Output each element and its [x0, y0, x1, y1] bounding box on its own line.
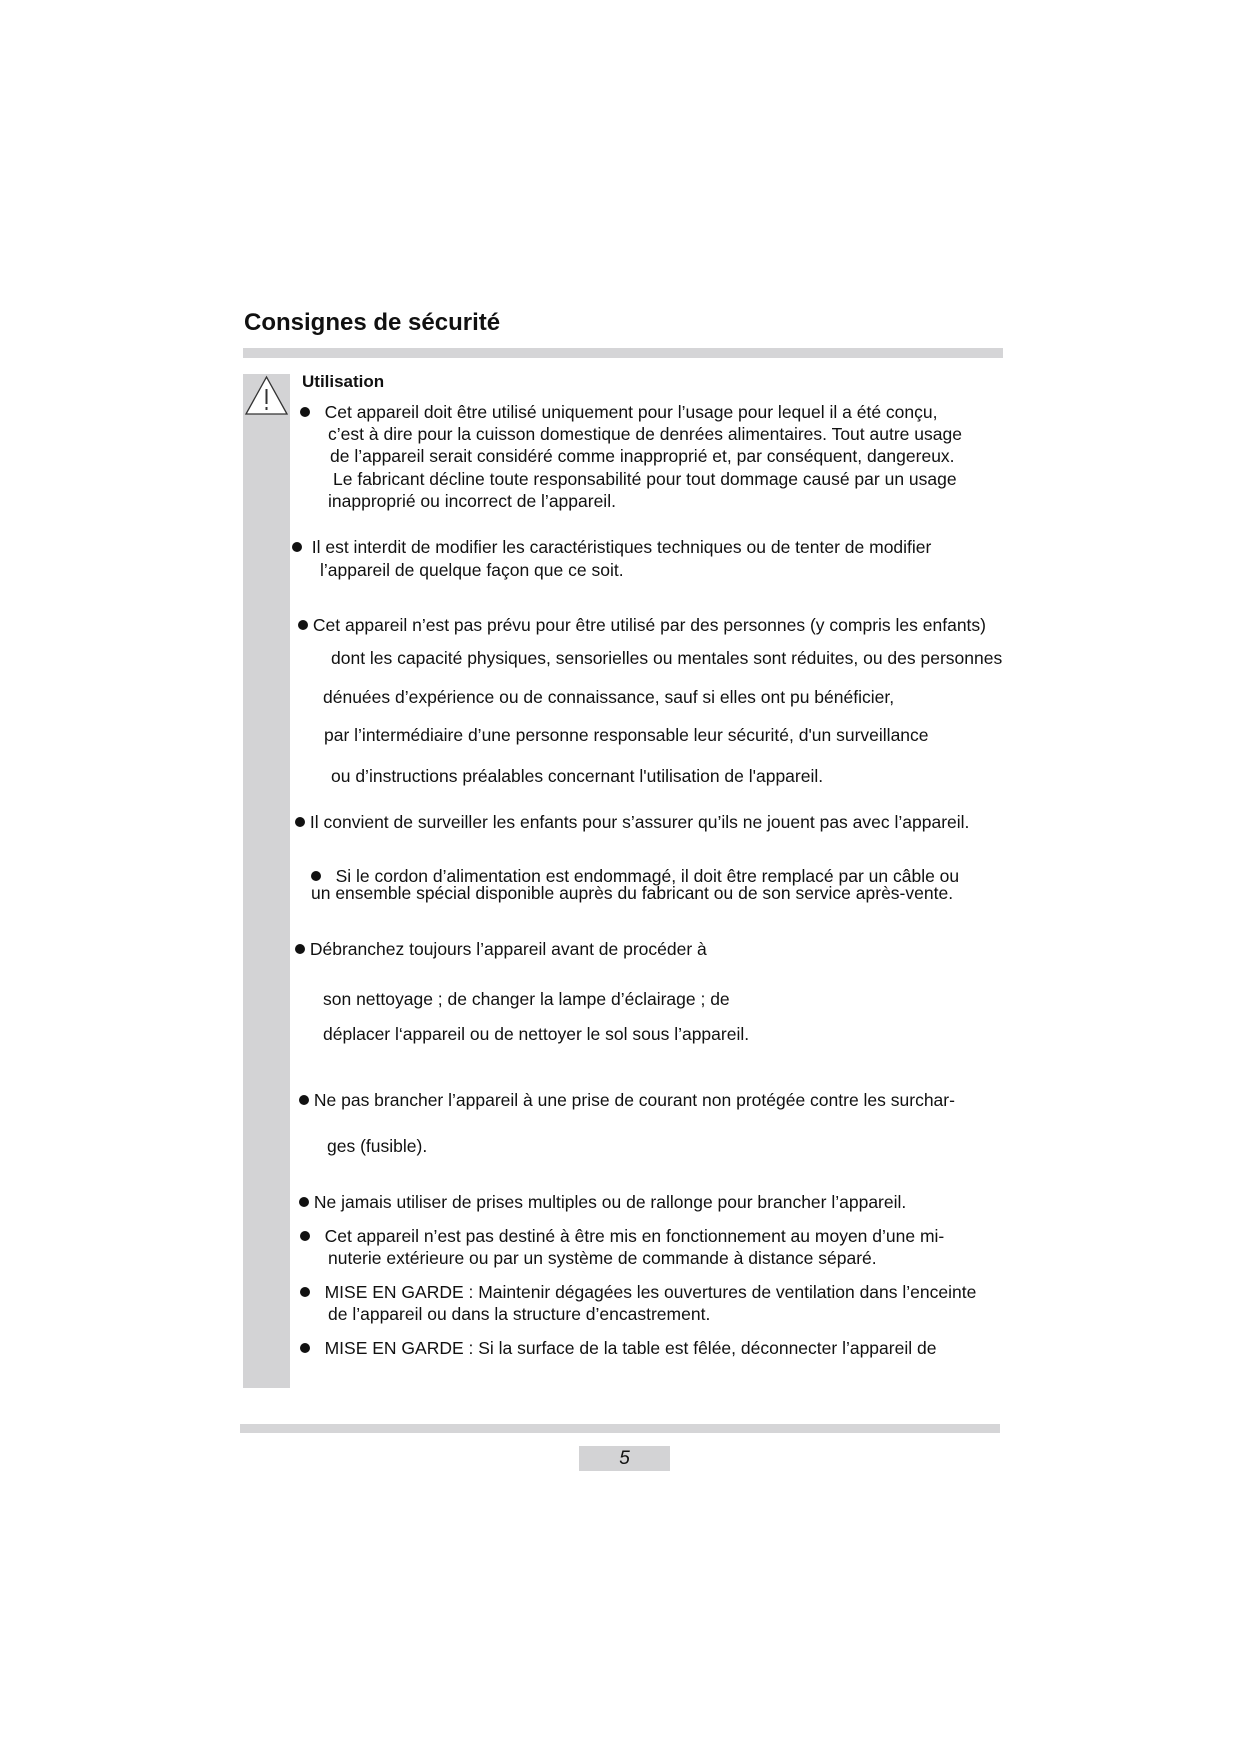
bullet-1-line-5: inapproprié ou incorrect de l’appareil.: [328, 491, 616, 511]
section-title: Utilisation: [302, 372, 385, 391]
bullet-text: Ne jamais utiliser de prises multiples ou de rallonge pour brancher l’appareil.: [313, 1192, 907, 1212]
side-bar: [243, 374, 290, 1388]
safety-bullet-3: [298, 614, 986, 636]
safety-bullet-11: [300, 1337, 936, 1359]
bottom-divider: [240, 1424, 1000, 1433]
bullet-2-line-2: l’appareil de quelque façon que ce soit.: [320, 560, 624, 580]
bullet-10-line-2: de l’appareil ou dans la structure d’encastrement.: [328, 1304, 711, 1324]
safety-bullet-10: [300, 1281, 976, 1303]
bullet-1-line-4: Le fabricant décline toute responsabilité pour tout dommage causé par un usage: [333, 469, 957, 489]
bullet-dot-icon: [299, 1197, 309, 1207]
bullet-dot-icon: [295, 944, 305, 954]
bullet-dot-icon: [298, 620, 308, 630]
bullet-dot-icon: [292, 542, 302, 552]
bullet-text: Cet appareil n’est pas destiné à être mis en fonctionnement au moyen d’une mi-: [324, 1226, 945, 1246]
bullet-7-line-2: ges (fusible).: [327, 1136, 428, 1156]
bullet-3-line-4: par l’intermédiaire d’une personne responsable leur sécurité, d'un surveillance: [324, 725, 929, 745]
page-title: Consignes de sécurité: [244, 309, 501, 336]
bullet-dot-icon: [300, 407, 310, 417]
bullet-dot-icon: [300, 1231, 310, 1241]
bullet-text: Débranchez toujours l’appareil avant de procéder à: [309, 939, 707, 959]
bullet-text: Il convient de surveiller les enfants pour s’assurer qu’ils ne jouent pas avec l’appareil.: [309, 812, 970, 832]
bullet-1-line-2: c’est à dire pour la cuisson domestique de denrées alimentaires. Tout autre usage: [328, 424, 962, 444]
safety-bullet-7: [299, 1089, 955, 1111]
bullet-text: Si le cordon d’alimentation est endommagé, il doit être remplacé par un câble ou: [335, 866, 960, 886]
warning-triangle-icon: [243, 374, 290, 418]
bullet-3-line-3: dénuées d’expérience ou de connaissance, sauf si elles ont pu bénéficier,: [323, 687, 895, 707]
safety-bullet-6: [295, 938, 707, 960]
bullet-1-line-3: de l’appareil serait considéré comme inapproprié et, par conséquent, dangereux.: [330, 446, 955, 466]
bullet-text: Il est interdit de modifier les caractéristiques techniques ou de tenter de modifier: [311, 537, 932, 557]
bullet-dot-icon: [311, 871, 321, 881]
safety-bullet-9: [300, 1225, 944, 1247]
bullet-text: Ne pas brancher l’appareil à une prise de courant non protégée contre les surchar-: [313, 1090, 955, 1110]
page-number: 5: [579, 1446, 670, 1471]
bullet-text: Cet appareil doit être utilisé uniquement pour l’usage pour lequel il a été conçu,: [324, 402, 938, 422]
safety-bullet-4: [295, 811, 969, 833]
bullet-dot-icon: [299, 1095, 309, 1105]
bullet-5-line-2: un ensemble spécial disponible auprès du fabricant ou de son service après-vente.: [311, 883, 954, 903]
bullet-text: MISE EN GARDE : Maintenir dégagées les ouvertures de ventilation dans l’enceinte: [324, 1282, 977, 1302]
bullet-3-line-2: dont les capacité physiques, sensorielles ou mentales sont réduites, ou des personnes: [331, 648, 1003, 668]
bullet-dot-icon: [300, 1287, 310, 1297]
bullet-text: Cet appareil n’est pas prévu pour être utilisé par des personnes (y compris les enfants): [312, 615, 986, 635]
bullet-dot-icon: [295, 817, 305, 827]
bullet-text: MISE EN GARDE : Si la surface de la table est fêlée, déconnecter l’appareil de: [324, 1338, 937, 1358]
bullet-dot-icon: [300, 1343, 310, 1353]
safety-bullet-1: [300, 401, 937, 423]
bullet-3-line-5: ou d’instructions préalables concernant l'utilisation de l'appareil.: [331, 766, 824, 786]
bullet-9-line-2: nuterie extérieure ou par un système de commande à distance séparé.: [328, 1248, 877, 1268]
safety-bullet-2: [292, 536, 931, 558]
top-divider: [243, 348, 1003, 358]
safety-bullet-8: [299, 1191, 906, 1213]
bullet-6-line-3: déplacer l‘appareil ou de nettoyer le sol sous l’appareil.: [323, 1024, 750, 1044]
bullet-6-line-2: son nettoyage ; de changer la lampe d’éclairage ; de: [323, 989, 730, 1009]
